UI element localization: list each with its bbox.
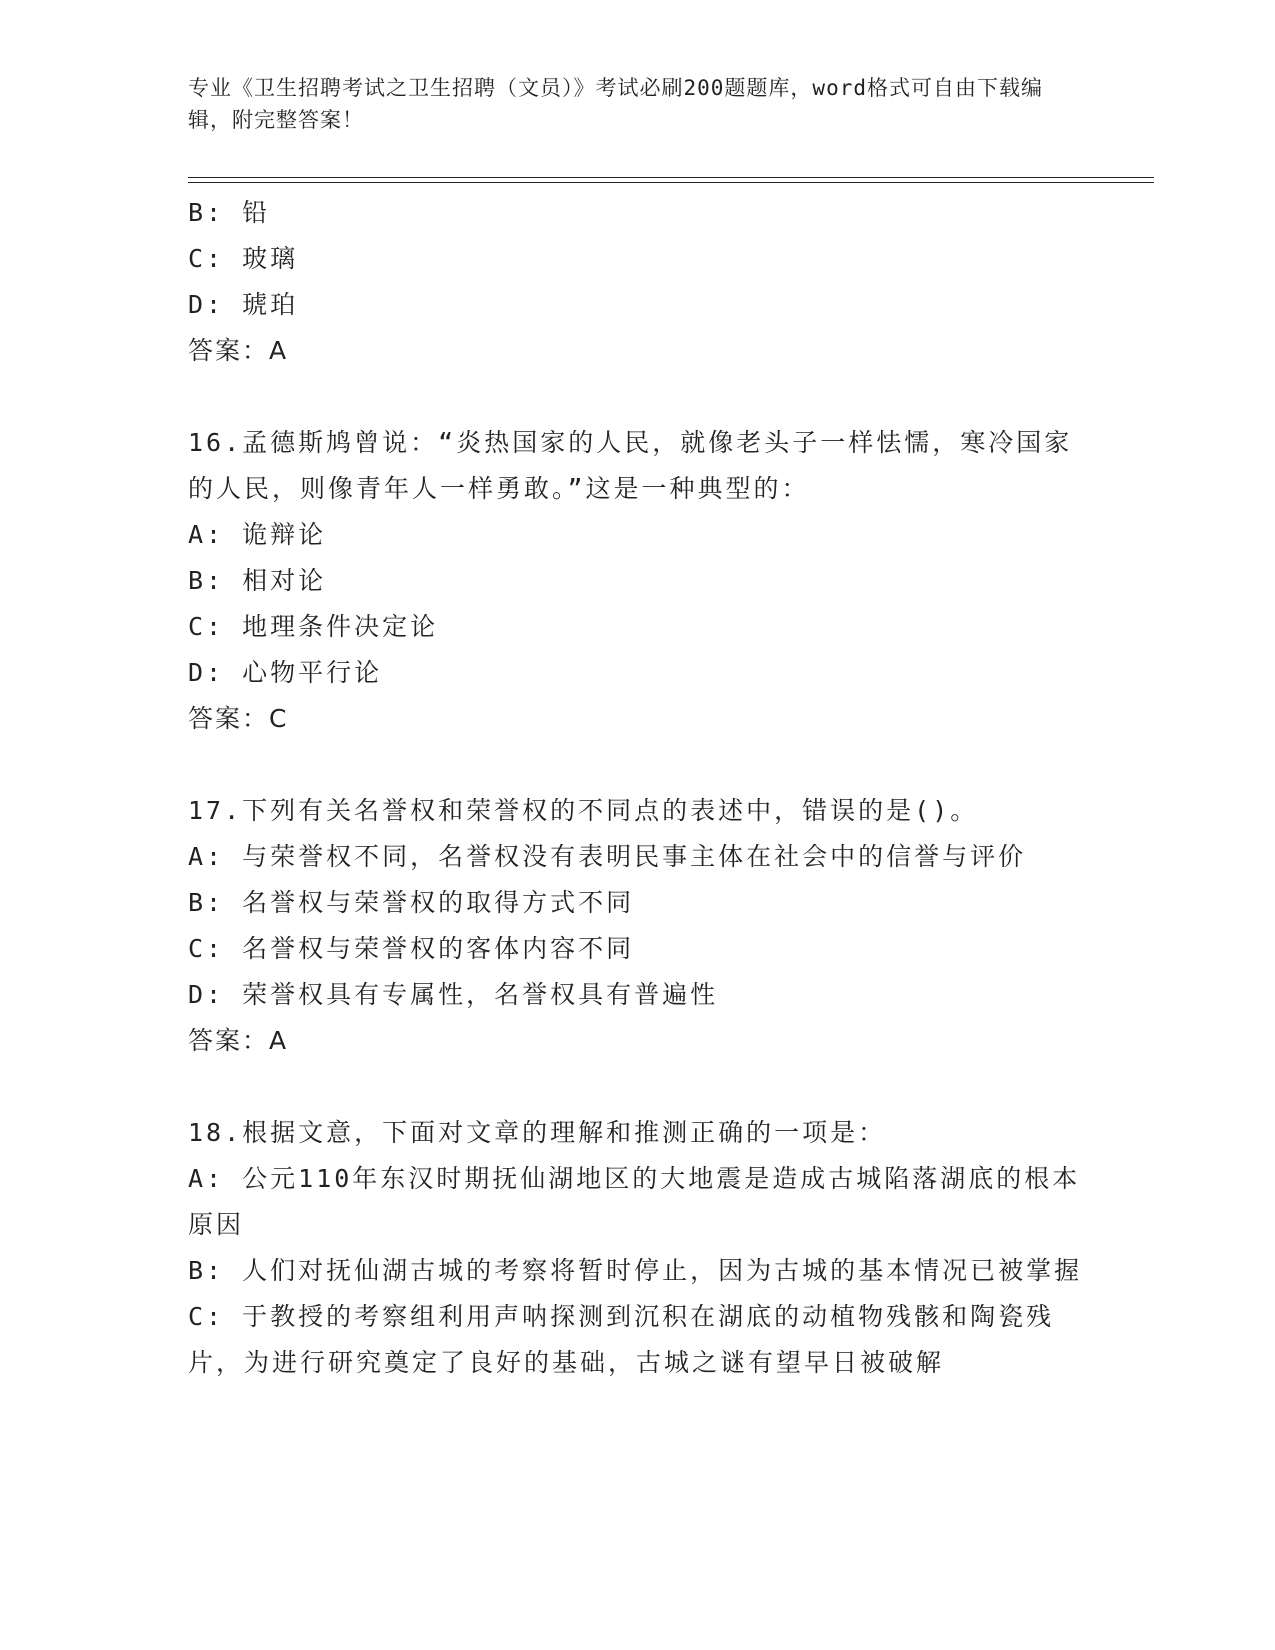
question-17 <box>188 788 1088 1064</box>
spacer <box>188 742 1088 788</box>
option-a: A: 诡辩论 <box>188 520 327 549</box>
option-a: A: 公元110年东汉时期抚仙湖地区的大地震是造成古城陷落湖底的根本原因 <box>188 1164 1081 1239</box>
question-15 <box>188 190 1088 374</box>
header-rule-bottom <box>188 182 1154 183</box>
question-stem: 17.下列有关名誉权和荣誉权的不同点的表述中，错误的是()。 <box>188 796 979 825</box>
option-d: D: 心物平行论 <box>188 658 383 687</box>
question-stem: 18.根据文意，下面对文章的理解和推测正确的一项是： <box>188 1118 887 1147</box>
question-16 <box>188 420 1088 742</box>
question-stem: 16.孟德斯鸠曾说：“炎热国家的人民，就像老头子一样怯懦，寒冷国家的人民，则像青年人一样勇敢。”这是一种典型的： <box>188 428 1073 503</box>
option-b: B: 铅 <box>188 198 271 227</box>
option-a: A: 与荣誉权不同，名誉权没有表明民事主体在社会中的信誉与评价 <box>188 842 1027 871</box>
option-b: B: 相对论 <box>188 566 327 595</box>
option-b: B: 名誉权与荣誉权的取得方式不同 <box>188 888 635 917</box>
option-d: D: 荣誉权具有专属性，名誉权具有普遍性 <box>188 980 719 1009</box>
spacer <box>188 1064 1088 1110</box>
option-c: C: 地理条件决定论 <box>188 612 439 641</box>
spacer <box>188 374 1088 420</box>
option-d: D: 琥珀 <box>188 290 299 319</box>
answer: 答案：A <box>188 336 289 365</box>
document-header: 专业《卫生招聘考试之卫生招聘（文员）》考试必刷200题题库，word格式可自由下载编辑，附完整答案！ <box>188 76 1043 132</box>
option-c: C: 于教授的考察组利用声呐探测到沉积在湖底的动植物残骸和陶瓷残片，为进行研究奠定了良好的基础，古城之谜有望早日被破解 <box>188 1302 1055 1377</box>
header-rule-top <box>188 177 1154 178</box>
answer: 答案：A <box>188 1026 289 1055</box>
question-list <box>188 190 1088 1386</box>
answer: 答案：C <box>188 704 289 733</box>
option-c: C: 名誉权与荣誉权的客体内容不同 <box>188 934 635 963</box>
option-b: B: 人们对抚仙湖古城的考察将暂时停止，因为古城的基本情况已被掌握 <box>188 1256 1083 1285</box>
question-18 <box>188 1110 1088 1386</box>
option-c: C: 玻璃 <box>188 244 299 273</box>
